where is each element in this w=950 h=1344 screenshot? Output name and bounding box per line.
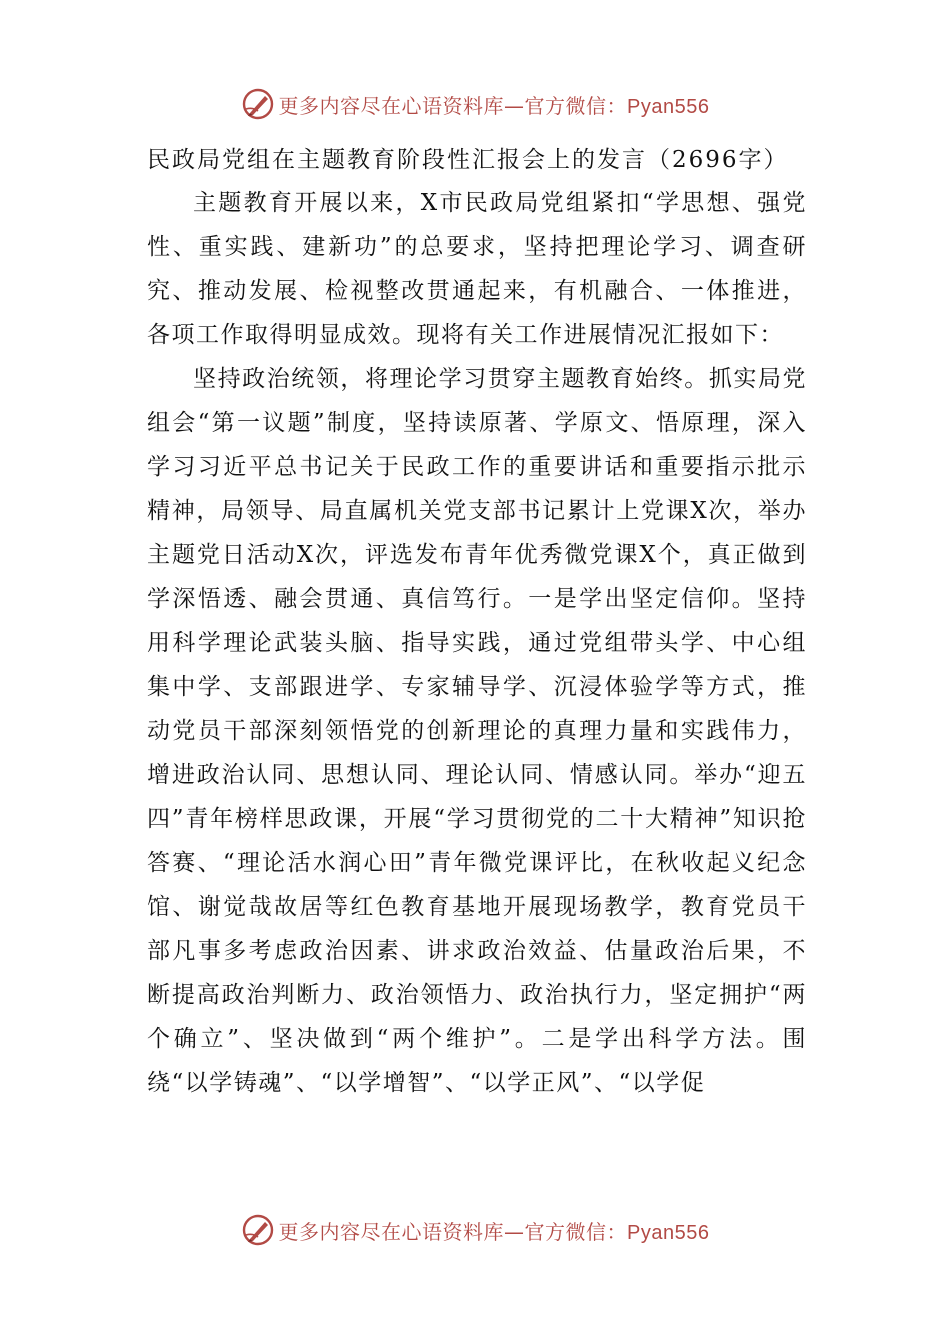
document-title: 民政局党组在主题教育阶段性汇报会上的发言（2696字） bbox=[147, 147, 789, 173]
watermark-text: 更多内容尽在心语资料库—官方微信：Pyan556 bbox=[278, 93, 710, 118]
paragraph-theory-study: 坚持政治统领，将理论学习贯穿主题教育始终。抓实局党组会“第一议题”制度，坚持读原著、学原文、悟原理，深入学习习近平总书记关于民政工作的重要讲话和重要指示批示精神，局领导、局直属机关党支部书记累计上党课X次，举办主题党日活动X次，评选发布青年优秀微党课X个，真正做到学深悟透、融会贯通、真信笃行。一是学出坚定信仰。坚持用科学理论武装头脑、指导实践，通过党组带头学、中心组集中学、支部跟进学、专家辅导学、沉浸体验学等方式，推动党员干部深刻领悟党的创新理论的真理力量和实践伟力，增进政治认同、思想认同、理论认同、情感认同。举办“迎五四”青年榜样思政课，开展“学习贯彻党的二十大精神”知识抢答赛、“理论活水润心田”青年微党课评比，在秋收起义纪念馆、谢觉哉故居等红色教育基地开展现场教学，教育党员干部凡事多考虑政治因素、讲求政治效益、估量政治后果，不断提高政治判断力、政治领悟力、政治执行力，坚定拥护“两个确立”、坚决做到“两个维护”。二是学出科学方法。围绕“以学铸魂”、“以学增智”、“以学正风”、“以学促 bbox=[147, 366, 807, 1096]
wechat-handle: Pyan556 bbox=[627, 1221, 710, 1244]
document-body bbox=[147, 143, 807, 1105]
watermark-text: 更多内容尽在心语资料库—官方微信：Pyan556 bbox=[278, 1219, 710, 1244]
wechat-handle: Pyan556 bbox=[627, 95, 710, 118]
pen-logo-icon bbox=[241, 1213, 275, 1247]
paragraph-intro: 主题教育开展以来，X市民政局党组紧扣“学思想、强党性、重实践、建新功”的总要求，坚持把理论学习、调查研究、推动发展、检视整改贯通起来，有机融合、一体推进，各项工作取得明显成效。现将有关工作进展情况汇报如下： bbox=[147, 190, 807, 348]
pen-logo-icon bbox=[241, 87, 275, 121]
watermark-banner-bottom bbox=[0, 1210, 950, 1250]
watermark-banner-top bbox=[0, 84, 950, 124]
